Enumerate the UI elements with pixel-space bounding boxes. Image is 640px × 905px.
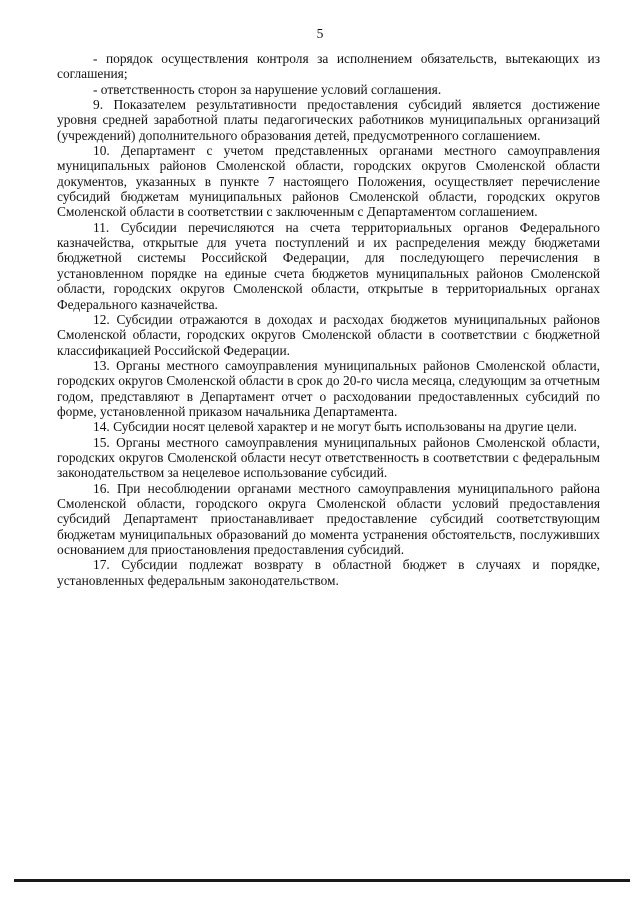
paragraph-10: 10. Департамент с учетом представленных органами местного самоуправления муниципальных районов Смоленской области, городских округов Смоленской области документов, указанных в пункте 7 настоящего Положения, осуществляет перечисление субсидий бюджетам муниципальных районов Смоленской области, городских округов Смоленской области в соответствии с заключенным с Департаментом соглашением. <box>57 143 600 220</box>
paragraph-9: 9. Показателем результативности предоставления субсидий является достижение уровня средней заработной платы педагогических работников муниципальных организаций (учреждений) дополнительного образования детей, предусмотренного соглашением. <box>57 97 600 143</box>
paragraph-control-procedure: - порядок осуществления контроля за исполнением обязательств, вытекающих из соглашения; <box>57 51 600 82</box>
paragraph-14: 14. Субсидии носят целевой характер и не могут быть использованы на другие цели. <box>93 419 578 435</box>
paragraph-17: 17. Субсидии подлежат возврату в областной бюджет в случаях и порядке, установленных федеральным законодательством. <box>57 557 600 588</box>
paragraph-responsibility: - ответственность сторон за нарушение условий соглашения. <box>93 81 442 97</box>
document-body <box>57 51 600 588</box>
paragraph-16: 16. При несоблюдении органами местного самоуправления муниципального района Смоленской области, городского округа Смоленской области условий предоставления субсидий Департамент приостанавливает предоставление субсидий соответствующим бюджетам муниципальных образований до момента устранения обстоятельств, послуживших основанием для приостановления предоставления субсидий. <box>57 480 600 557</box>
paragraph-12: 12. Субсидии отражаются в доходах и расходах бюджетов муниципальных районов Смоленской области, городских округов Смоленской области в соответствии с бюджетной классификацией Российской Федерации. <box>57 311 600 358</box>
page-number: 5 <box>316 26 324 41</box>
scan-bottom-border <box>14 879 630 882</box>
paragraph-15: 15. Органы местного самоуправления муниципальных районов Смоленской области, городских округов Смоленской области несут ответственность в соответствии с федеральным законодательством за нецелевое использование субсидий. <box>57 434 600 481</box>
paragraph-11: 11. Субсидии перечисляются на счета территориальных органов Федерального казначейства, открытые для учета поступлений и их распределения между бюджетами бюджетной системы Российской Федерации, для последующего перечисления в установленном порядке на единые счета бюджетов муниципальных районов Смоленской области, городских округов Смоленской области, открытые в территориальных органах Федерального казначейства. <box>57 219 600 312</box>
paragraph-13: 13. Органы местного самоуправления муниципальных районов Смоленской области, городских округов Смоленской области в срок до 20-го числа месяца, следующим за отчетным годом, представляют в Департамент отчет о расходовании предоставленных субсидий по форме, установленной приказом начальника Департамента. <box>57 357 600 419</box>
